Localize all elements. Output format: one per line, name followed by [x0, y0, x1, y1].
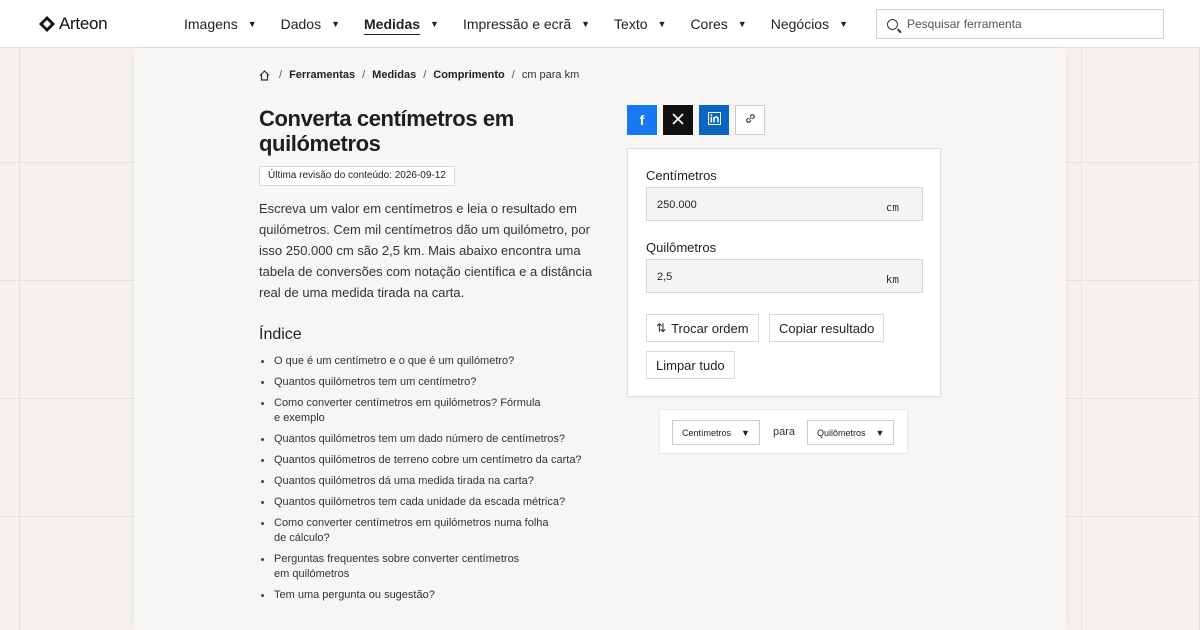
x-icon [672, 112, 684, 128]
index-heading: Índice [259, 326, 302, 343]
main-nav [184, 0, 872, 48]
from-unit-label: Centímetros [646, 168, 717, 183]
share-x-button[interactable] [663, 105, 693, 135]
share-bar [627, 105, 765, 135]
page-title: Converta centímetros em quilómetros [259, 106, 514, 156]
nav-item-imagens[interactable] [184, 0, 257, 48]
toc-link[interactable]: Tem uma pergunta ou sugestão? [259, 588, 599, 603]
link-icon [744, 112, 757, 128]
to-unit-select[interactable] [807, 420, 894, 445]
kilometers-unit: km [885, 273, 899, 286]
toc-link[interactable]: O que é um centímetro e o que é um quilómetro? [259, 354, 599, 369]
clear-all-label: Limpar tudo [656, 357, 725, 373]
unit-picker [659, 409, 908, 454]
caret-down-icon: ▼ [737, 19, 747, 29]
nav-label: Medidas [364, 16, 421, 32]
breadcrumb-separator: / [511, 69, 515, 81]
caret-down-icon: ▼ [331, 19, 341, 29]
nav-item-medidas[interactable] [364, 0, 439, 48]
converter-panel [627, 148, 941, 397]
share-linkedin-button[interactable] [699, 105, 729, 135]
toc-link[interactable]: Como converter centímetros em quilómetros? Fórmula e exemplo [259, 396, 544, 426]
from-unit-select[interactable] [672, 420, 760, 445]
clear-all-button[interactable] [646, 351, 735, 379]
breadcrumb-medidas[interactable]: Medidas [372, 69, 417, 81]
nav-item-texto[interactable] [614, 0, 666, 48]
nav-label: Imagens [184, 16, 238, 32]
centimeters-unit: cm [885, 201, 899, 214]
to-unit-select-value: Quilômetros [817, 427, 866, 438]
from-unit-select-value: Centímetros [682, 427, 732, 438]
copy-result-label: Copiar resultado [779, 320, 875, 336]
swap-arrows-icon: ⇅ [656, 321, 665, 335]
swap-order-button[interactable] [646, 314, 759, 342]
unit-picker-connector: para [773, 426, 796, 438]
nav-label: Negócios [770, 16, 830, 32]
intro-paragraph: Escreva um valor em centímetros e leia o resultado em quilómetros. Cem mil centímetros dão um quilómetro, por isso 250.000 cm são 2,5 km. Mais abaixo encontra uma tabela de conversões com notação científica e a distância real de uma medida tirada na carta. [259, 201, 593, 300]
breadcrumb-ferramentas[interactable]: Ferramentas [289, 69, 356, 81]
kilometers-input[interactable] [646, 259, 923, 293]
kilometers-value: 2,5 [657, 271, 673, 283]
toc-link[interactable]: Como converter centímetros em quilómetros numa folha de cálculo? [259, 516, 554, 546]
to-unit-label: Quilômetros [646, 240, 717, 255]
revision-badge: Última revisão do conteúdo: 2026-09-12 [259, 166, 455, 186]
breadcrumb-separator: / [423, 69, 427, 81]
copy-link-button[interactable] [735, 105, 765, 135]
nav-label: Texto [614, 16, 648, 32]
swap-order-label: Trocar ordem [671, 320, 749, 336]
toc-link[interactable]: Perguntas frequentes sobre converter centímetros em quilómetros [259, 552, 529, 582]
breadcrumb-separator: / [279, 69, 283, 81]
facebook-icon: f [639, 112, 645, 128]
centimeters-input[interactable] [646, 187, 923, 221]
top-navigation-bar [0, 0, 1200, 48]
home-icon[interactable] [259, 70, 270, 81]
breadcrumb-comprimento[interactable]: Comprimento [433, 69, 505, 81]
toc-link[interactable]: Quantos quilómetros dá uma medida tirada na carta? [259, 474, 599, 489]
breadcrumb [259, 69, 579, 81]
caret-down-icon: ▼ [839, 19, 849, 29]
search-input[interactable] [907, 17, 1147, 31]
caret-down-icon: ▼ [430, 19, 439, 29]
centimeters-value: 250.000 [657, 199, 697, 211]
share-facebook-button[interactable] [627, 105, 657, 135]
nav-label: Cores [690, 16, 728, 32]
nav-item-cores[interactable] [690, 0, 746, 48]
toc-link[interactable]: Quantos quilómetros tem um dado número de centímetros? [259, 432, 599, 447]
logo[interactable] [39, 14, 107, 34]
nav-label: Dados [280, 16, 322, 32]
copy-result-button[interactable] [769, 314, 884, 342]
search-box [876, 9, 1164, 39]
table-of-contents [259, 354, 599, 609]
breadcrumb-current: cm para km [521, 69, 580, 81]
caret-down-icon: ▼ [657, 19, 667, 29]
arteon-logo-icon [39, 16, 55, 32]
nav-item-negocios[interactable] [771, 0, 848, 48]
logo-text: Arteon [59, 14, 108, 33]
nav-label: Impressão e ecrã [462, 16, 572, 32]
nav-item-dados[interactable] [281, 0, 340, 48]
breadcrumb-separator: / [362, 69, 366, 81]
caret-down-icon: ▼ [741, 427, 750, 438]
linkedin-icon [708, 112, 721, 128]
search-icon [887, 19, 898, 30]
toc-link[interactable]: Quantos quilómetros tem um centímetro? [259, 375, 599, 390]
caret-down-icon: ▼ [581, 19, 591, 29]
nav-item-impressao[interactable] [463, 0, 590, 48]
toc-link[interactable]: Quantos quilómetros de terreno cobre um centímetro da carta? [259, 453, 599, 468]
caret-down-icon: ▼ [247, 19, 257, 29]
toc-link[interactable]: Quantos quilómetros tem cada unidade da escada métrica? [259, 495, 599, 510]
caret-down-icon: ▼ [875, 427, 885, 438]
